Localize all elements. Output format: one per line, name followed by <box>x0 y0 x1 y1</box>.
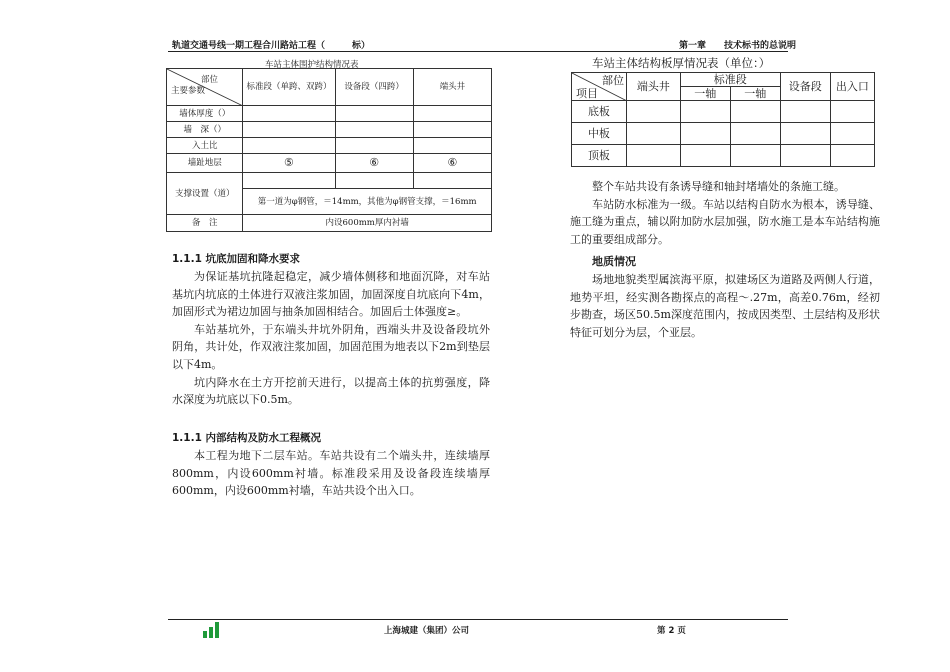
table1-cell: ⑥ <box>413 154 491 173</box>
table1-caption: 车站主体围护结构情况表 <box>265 60 359 70</box>
table2-caption: 车站主体结构板厚情况表（单位：） <box>592 56 771 70</box>
table1-col-header: 标准段（单跨、双跨） <box>243 69 335 106</box>
table2-corner-top: 部位 <box>602 74 624 87</box>
table-row <box>167 173 492 189</box>
table2-row-label: 中板 <box>572 123 627 145</box>
table1-cell <box>335 173 413 189</box>
table1-cell <box>335 122 413 138</box>
table1-col-header: 设备段（四跨） <box>335 69 413 106</box>
paragraph: 车站基坑外，于东端头井坑外阴角，西端头井及设备段坑外阴角，共计处，作双液注浆加固，加固范围为地表以下2m到垫层以下4m。 <box>172 322 490 371</box>
table1-remark-label: 备 注 <box>167 215 243 232</box>
table1-corner-bottom: 主要参数 <box>171 86 206 96</box>
table1-cell <box>413 106 491 122</box>
table2-sub-header: 一轴 <box>680 87 730 101</box>
section1-body <box>172 268 490 409</box>
table-row <box>167 154 492 173</box>
table2-row-label: 顶板 <box>572 145 627 167</box>
table1-row-label: 墙趾地层 <box>167 154 243 173</box>
paragraph: 整个车站共设有条诱导缝和轴封堵墙处的条施工缝。 <box>592 180 845 193</box>
table-row <box>167 122 492 138</box>
footer-company: 上海城建（集团）公司 <box>384 626 470 636</box>
right-body-geology <box>570 271 880 341</box>
table2-col-header: 标准段 <box>680 73 780 87</box>
table1-corner-cell <box>167 69 243 106</box>
table1-remark-text: 内设600mm厚内衬墙 <box>243 215 492 232</box>
paragraph: 场地地貌类型属滨海平原，拟建场区为道路及两侧人行道，地势平坦，经实测各勘探点的高程～.27m，高差0.76m，经初步勘查，场区50.5m深度范围内，按成因类型、土层结构及形状特征可划分为层，个亚层。 <box>570 273 880 339</box>
header-rule <box>168 51 788 52</box>
table2-col-header: 设备段 <box>780 73 830 101</box>
table-row <box>572 101 875 123</box>
table1-cell <box>243 173 335 189</box>
table2-sub-header: 一轴 <box>730 87 780 101</box>
section-heading-geology: 地质情况 <box>592 255 636 268</box>
section2-body <box>172 447 490 500</box>
table1-cell <box>335 138 413 154</box>
footer-rule <box>168 619 788 620</box>
table1-row-label: 墙 深（） <box>167 122 243 138</box>
table1-support-text: 第一道为φ钢管，＝14mm，其他为φ钢管支撑，＝16mm <box>243 189 492 215</box>
table-row <box>167 138 492 154</box>
table-row <box>572 145 875 167</box>
table1-cell <box>413 138 491 154</box>
paragraph: 坑内降水在土方开挖前天进行，以提高土体的抗剪强度，降水深度为坑底以下0.5m。 <box>172 375 490 407</box>
header-title: 轨道交通号线一期工程合川路站工程（ 标） <box>172 41 371 51</box>
table1-support-label: 支撑设置（道） <box>167 173 243 215</box>
table2-col-header: 端头井 <box>626 73 680 101</box>
right-body-top <box>570 178 880 248</box>
table-row <box>572 123 875 145</box>
table1-cell: ⑥ <box>335 154 413 173</box>
table1-row-label: 入土比 <box>167 138 243 154</box>
table1-row-label: 墙体厚度（） <box>167 106 243 122</box>
table2-corner-cell <box>572 73 627 101</box>
table1-cell: ⑤ <box>243 154 335 173</box>
table-row <box>167 106 492 122</box>
table1-cell <box>243 138 335 154</box>
table1-cell <box>243 122 335 138</box>
paragraph: 本工程为地下二层车站。车站共设有二个端头井，连续墙厚800mm，内设600mm衬墙。标准段采用及设备段连续墙厚600mm，内设600mm衬墙，车站共设个出入口。 <box>172 449 490 498</box>
table1-corner-top: 部位 <box>201 75 219 85</box>
paragraph: 车站防水标准为一级。车站以结构自防水为根本，诱导缝、施工缝为重点，辅以附加防水层加强，防水施工是本车站结构施工的重要组成部分。 <box>570 197 880 246</box>
section-heading-foundation: 1.1.1 坑底加固和降水要求 <box>172 253 301 265</box>
slab-thickness-table <box>571 72 875 167</box>
table1-cell <box>243 106 335 122</box>
section-heading-internal-structure: 1.1.1 内部结构及防水工程概况 <box>172 432 322 444</box>
table1-col-header: 端头井 <box>413 69 491 106</box>
table2-col-header: 出入口 <box>830 73 874 101</box>
header-chapter: 第一章 技术标书的总说明 <box>679 41 797 51</box>
table2-row-label: 底板 <box>572 101 627 123</box>
table1-cell <box>335 106 413 122</box>
bar-chart-logo-icon <box>203 622 220 638</box>
table2-corner-bottom: 项目 <box>576 87 598 100</box>
retaining-structure-table <box>166 68 492 232</box>
table1-cell <box>413 122 491 138</box>
footer-page-number: 第 2 页 <box>657 626 686 636</box>
table-row <box>167 215 492 232</box>
table1-cell <box>413 173 491 189</box>
paragraph: 为保证基坑抗隆起稳定，减少墙体侧移和地面沉降，对车站基坑内坑底的土体进行双液注浆加固，加固深度自坑底向下4m，加固形式为裙边加固与抽条加固相结合。加固后土体强度≥。 <box>172 270 490 319</box>
